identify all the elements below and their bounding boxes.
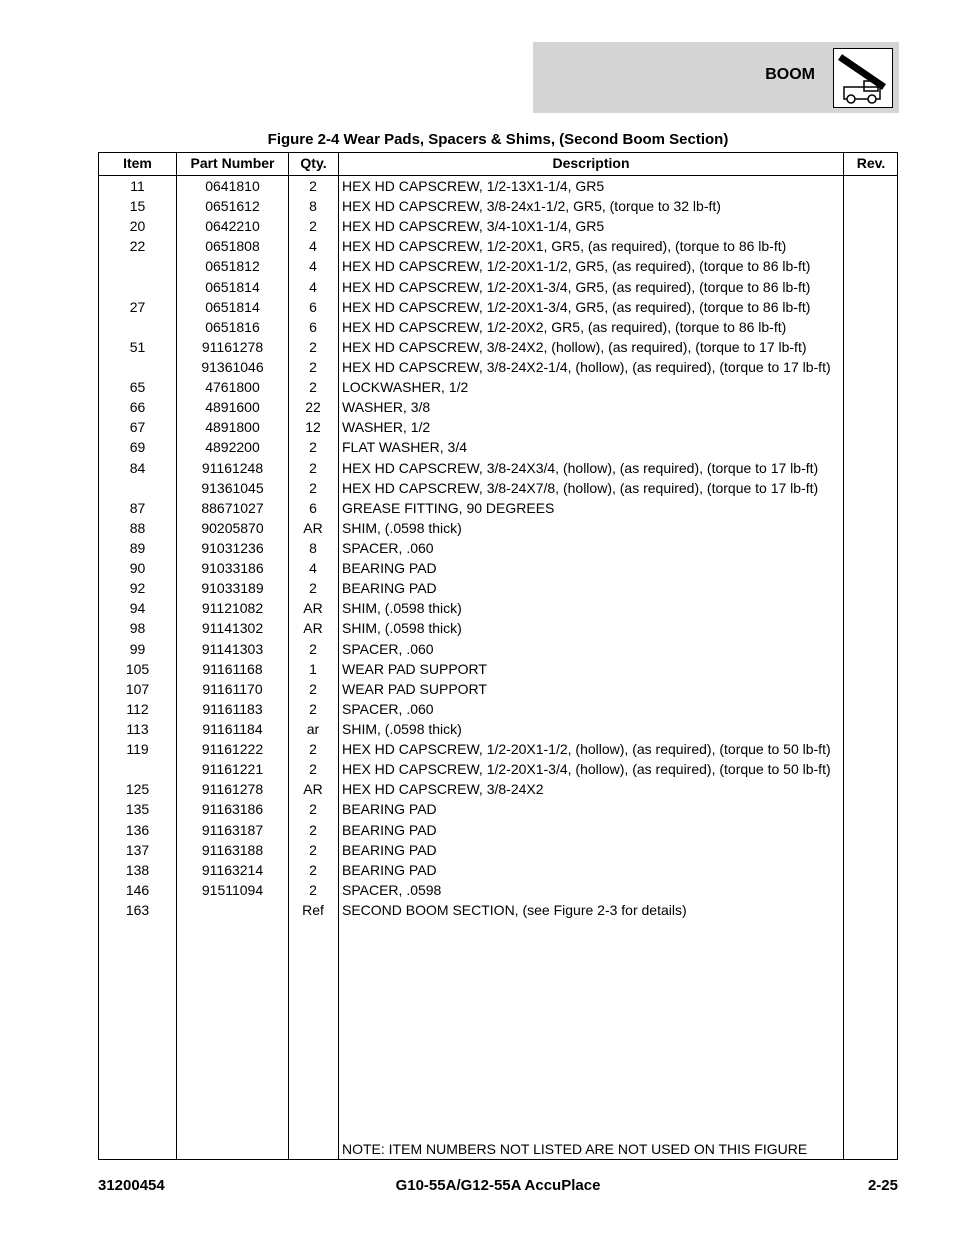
row-part-number: 0651816 [205, 318, 260, 335]
row-description: WEAR PAD SUPPORT [342, 680, 487, 697]
table-row [99, 397, 897, 417]
row-qty: 4 [309, 258, 317, 275]
table-row [99, 840, 897, 860]
row-description: HEX HD CAPSCREW, 1/2-20X1-1/2, GR5, (as required), (torque to 86 lb-ft) [342, 258, 811, 275]
table-row [99, 236, 897, 256]
footer-doc-number: 31200454 [98, 1177, 165, 1194]
row-part-number: 91161170 [202, 680, 263, 697]
row-part-number: 0641810 [205, 178, 260, 194]
row-part-number: 0651814 [205, 278, 260, 295]
row-description: HEX HD CAPSCREW, 3/8-24X7/8, (hollow), (as required), (torque to 17 lb-ft) [342, 479, 819, 496]
row-qty: 2 [309, 741, 317, 758]
row-part-number: 4892200 [205, 439, 260, 456]
table-row [99, 337, 897, 357]
table-row [99, 679, 897, 699]
row-item: 94 [129, 600, 146, 617]
row-qty: ar [306, 720, 320, 737]
row-description: HEX HD CAPSCREW, 3/8-24X2-1/4, (hollow), (as required), (torque to 17 lb-ft) [342, 358, 831, 375]
row-qty: Ref [302, 901, 324, 918]
row-qty: 2 [309, 821, 317, 838]
table-row [99, 458, 897, 478]
row-part-number: 91163186 [201, 801, 264, 818]
row-qty: 6 [309, 298, 317, 315]
table-row [99, 317, 897, 337]
table-row [99, 518, 897, 538]
row-item: 20 [129, 218, 146, 235]
row-description: SHIM, (.0598 thick) [342, 720, 462, 737]
row-qty: 2 [309, 761, 317, 778]
col-header-desc: Description [552, 155, 630, 171]
row-description: WASHER, 1/2 [342, 419, 431, 436]
table-note: NOTE: ITEM NUMBERS NOT LISTED ARE NOT USED ON THIS FIGURE [342, 1141, 808, 1157]
row-description: SPACER, .060 [342, 640, 434, 657]
col-header-part: Part Number [190, 155, 275, 171]
row-qty: 2 [309, 459, 317, 476]
row-part-number: 91031236 [201, 539, 264, 556]
row-part-number: 4891600 [205, 399, 260, 416]
row-description: HEX HD CAPSCREW, 1/2-20X1-3/4, GR5, (as required), (torque to 86 lb-ft) [342, 278, 811, 295]
row-qty: 2 [309, 218, 317, 235]
row-item: 119 [126, 741, 149, 758]
row-part-number: 91361045 [201, 479, 264, 496]
row-item: 65 [129, 379, 146, 396]
table-row [99, 779, 897, 799]
table-row [99, 216, 897, 236]
row-qty: 2 [309, 861, 317, 878]
section-title: BOOM [765, 66, 815, 83]
row-qty: 6 [309, 318, 317, 335]
row-part-number: 91161168 [202, 660, 263, 677]
row-part-number: 0651812 [205, 258, 260, 275]
row-part-number: 0651814 [205, 298, 260, 315]
row-description: FLAT WASHER, 3/4 [342, 439, 467, 456]
table-row [99, 739, 897, 759]
row-description: BEARING PAD [342, 841, 437, 858]
table-row [99, 699, 897, 719]
row-qty: AR [303, 620, 323, 637]
row-item: 92 [129, 580, 146, 597]
row-qty: 2 [309, 801, 317, 818]
table-row [99, 437, 897, 457]
row-qty: 2 [309, 881, 317, 898]
row-part-number: 4761800 [205, 379, 260, 396]
row-item: 136 [125, 821, 150, 838]
row-description: BEARING PAD [342, 821, 437, 838]
row-description: SHIM, (.0598 thick) [342, 519, 462, 536]
table-row [99, 277, 897, 297]
table-row [99, 598, 897, 618]
table-row [99, 900, 897, 920]
table-row [99, 860, 897, 880]
table-row [99, 377, 897, 397]
footer-page-number: 2-25 [867, 1177, 898, 1194]
row-description: SECOND BOOM SECTION, (see Figure 2-3 for details) [342, 901, 687, 918]
row-qty: AR [303, 519, 323, 536]
row-item: 90 [129, 560, 146, 577]
row-qty: 4 [309, 278, 317, 295]
row-qty: 1 [309, 660, 317, 677]
row-description: GREASE FITTING, 90 DEGREES [342, 499, 555, 516]
row-item: 22 [129, 238, 146, 255]
row-part-number: 91141302 [201, 620, 264, 637]
row-item: 146 [125, 881, 150, 898]
table-body [99, 176, 897, 920]
row-description: HEX HD CAPSCREW, 3/8-24X2 [342, 781, 544, 798]
row-item: 66 [129, 399, 146, 416]
row-qty: 2 [309, 439, 317, 456]
row-qty: 8 [309, 198, 317, 215]
row-part-number: 91161222 [201, 741, 264, 758]
row-part-number: 0642210 [205, 218, 260, 235]
row-part-number: 91033186 [201, 560, 264, 577]
row-qty: 6 [309, 499, 317, 516]
row-item: 163 [125, 901, 150, 918]
row-item: 87 [129, 499, 146, 516]
row-part-number: 0651808 [205, 238, 260, 255]
row-item: 51 [129, 338, 146, 355]
table-row [99, 297, 897, 317]
row-qty: 2 [309, 680, 317, 697]
row-part-number: 0651612 [205, 198, 260, 215]
table-row [99, 558, 897, 578]
row-description: BEARING PAD [342, 801, 437, 818]
row-description: HEX HD CAPSCREW, 1/2-13X1-1/4, GR5 [342, 178, 605, 194]
row-description: HEX HD CAPSCREW, 3/8-24X2, (hollow), (as required), (torque to 17 lb-ft) [342, 338, 807, 355]
table-row [99, 759, 897, 779]
row-item: 98 [129, 620, 146, 637]
table-row [99, 639, 897, 659]
row-description: HEX HD CAPSCREW, 1/2-20X1, GR5, (as required), (torque to 86 lb-ft) [342, 238, 787, 255]
row-qty: AR [303, 600, 323, 617]
row-description: HEX HD CAPSCREW, 1/2-20X2, GR5, (as required), (torque to 86 lb-ft) [342, 318, 787, 335]
row-item: 112 [126, 700, 149, 717]
row-part-number: 91141303 [201, 640, 264, 657]
row-description: BEARING PAD [342, 580, 437, 597]
table-row [99, 880, 897, 900]
row-item: 138 [125, 861, 150, 878]
row-description: SHIM, (.0598 thick) [342, 600, 462, 617]
row-description: LOCKWASHER, 1/2 [342, 379, 469, 396]
section-header [533, 42, 899, 113]
row-description: SPACER, .0598 [342, 881, 442, 898]
row-description: SHIM, (.0598 thick) [342, 620, 462, 637]
row-part-number: 91161278 [201, 781, 264, 798]
row-part-number: 4891800 [205, 419, 260, 436]
footer-model: G10-55A/G12-55A AccuPlace [395, 1177, 601, 1194]
row-part-number: 91161278 [201, 338, 264, 355]
col-header-item: Item [123, 155, 152, 171]
row-description: HEX HD CAPSCREW, 3/8-24X3/4, (hollow), (as required), (torque to 17 lb-ft) [342, 459, 819, 476]
row-qty: 4 [309, 560, 317, 577]
table-row [99, 478, 897, 498]
parts-table [98, 152, 898, 1160]
row-description: WEAR PAD SUPPORT [342, 660, 487, 677]
table-row [99, 719, 897, 739]
row-item: 113 [126, 720, 149, 737]
row-qty: 4 [309, 238, 317, 255]
row-item: 69 [129, 439, 146, 456]
row-part-number: 91163214 [201, 861, 264, 878]
row-item: 11 [130, 178, 145, 194]
row-part-number: 91033189 [201, 580, 264, 597]
table-row [99, 659, 897, 679]
row-part-number: 91121082 [201, 600, 264, 617]
table-row [99, 196, 897, 216]
table-row [99, 256, 897, 276]
row-description: HEX HD CAPSCREW, 1/2-20X1-1/2, (hollow), (as required), (torque to 50 lb-ft) [342, 741, 831, 758]
row-description: WASHER, 3/8 [342, 399, 431, 416]
row-item: 105 [125, 660, 150, 677]
col-header-qty: Qty. [300, 155, 327, 171]
row-part-number: 91161221 [201, 761, 264, 778]
table-row [99, 357, 897, 377]
figure-title: Figure 2-4 Wear Pads, Spacers & Shims, (Second Boom Section) [267, 131, 729, 148]
col-header-rev: Rev. [856, 155, 886, 171]
row-item: 88 [129, 519, 146, 536]
row-part-number: 88671027 [201, 499, 264, 516]
row-qty: 2 [309, 640, 317, 657]
row-description: HEX HD CAPSCREW, 3/8-24x1-1/2, GR5, (torque to 32 lb-ft) [342, 198, 721, 215]
table-row [99, 820, 897, 840]
row-part-number: 91163188 [201, 841, 264, 858]
table-row [99, 799, 897, 819]
row-item: 135 [125, 801, 150, 818]
row-item: 89 [129, 539, 146, 556]
row-qty: 22 [305, 399, 321, 416]
row-description: HEX HD CAPSCREW, 1/2-20X1-3/4, GR5, (as required), (torque to 86 lb-ft) [342, 298, 811, 315]
table-row [99, 578, 897, 598]
row-qty: 2 [309, 178, 317, 194]
row-part-number: 91511094 [201, 881, 264, 898]
row-qty: 2 [309, 700, 317, 717]
row-qty: 8 [309, 539, 317, 556]
table-row [99, 417, 897, 437]
table-row [99, 538, 897, 558]
row-description: HEX HD CAPSCREW, 1/2-20X1-3/4, (hollow), (as required), (torque to 50 lb-ft) [342, 761, 831, 778]
row-qty: AR [303, 781, 323, 798]
row-qty: 2 [309, 358, 317, 375]
row-description: HEX HD CAPSCREW, 3/4-10X1-1/4, GR5 [342, 218, 605, 235]
row-part-number: 90205870 [201, 519, 264, 536]
boom-icon [833, 48, 893, 108]
row-qty: 2 [309, 841, 317, 858]
row-item: 15 [129, 198, 146, 215]
row-part-number: 91161248 [201, 459, 264, 476]
row-qty: 2 [309, 379, 317, 396]
row-description: BEARING PAD [342, 861, 437, 878]
row-part-number: 91161183 [202, 700, 263, 717]
table-row [99, 176, 897, 196]
row-item: 125 [125, 781, 150, 798]
row-item: 67 [129, 419, 146, 436]
row-description: SPACER, .060 [342, 539, 434, 556]
row-item: 107 [125, 680, 150, 697]
row-part-number: 91361046 [201, 358, 264, 375]
row-item: 137 [125, 841, 150, 858]
row-part-number: 91161184 [202, 720, 263, 737]
table-row [99, 498, 897, 518]
row-qty: 2 [309, 580, 317, 597]
row-qty: 2 [309, 479, 317, 496]
row-item: 27 [129, 298, 146, 315]
row-qty: 12 [305, 419, 321, 436]
row-description: SPACER, .060 [342, 700, 434, 717]
row-item: 84 [129, 459, 146, 476]
row-part-number: 91163187 [201, 821, 264, 838]
table-row [99, 618, 897, 638]
row-description: BEARING PAD [342, 560, 437, 577]
row-qty: 2 [309, 338, 317, 355]
row-item: 99 [129, 640, 146, 657]
